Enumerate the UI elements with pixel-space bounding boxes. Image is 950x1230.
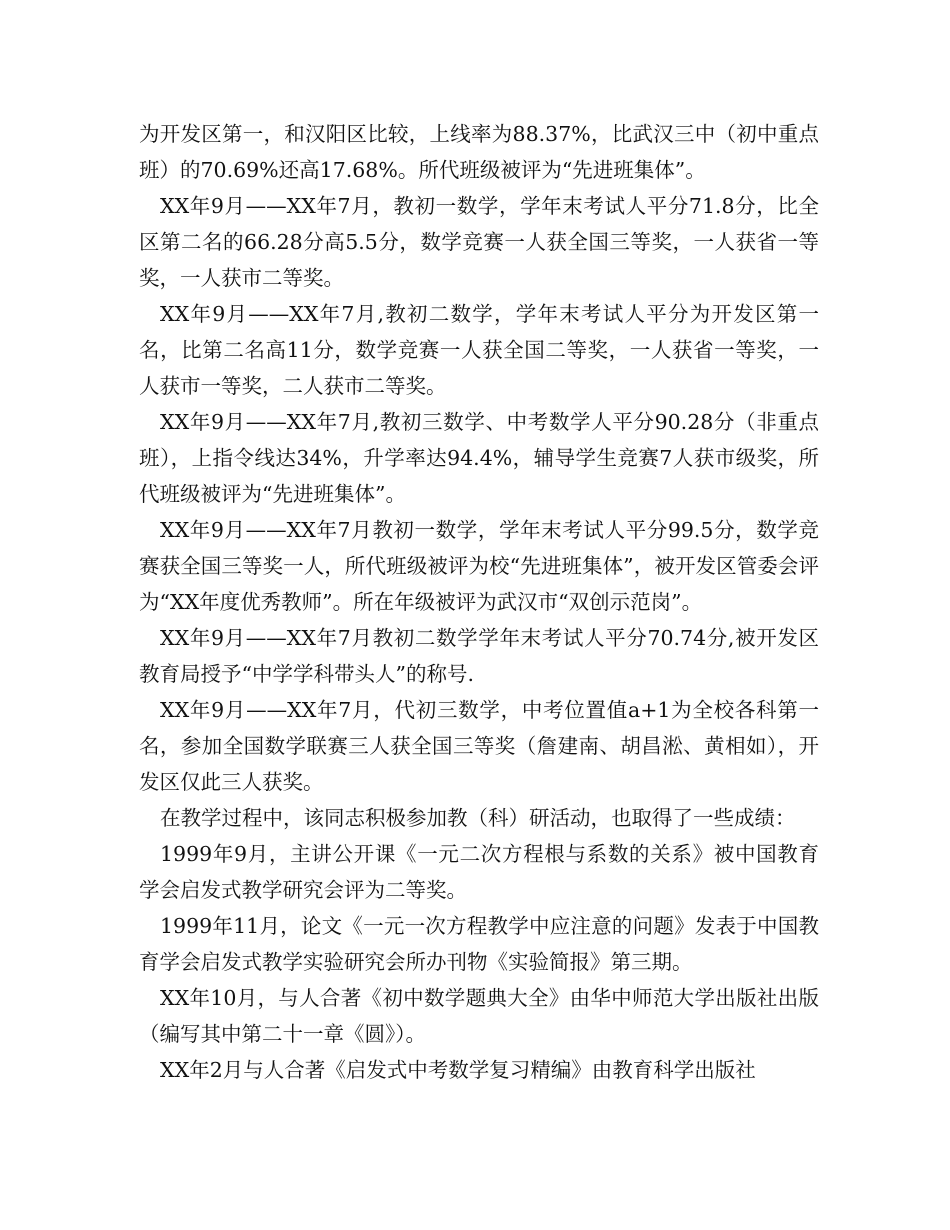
paragraph-2: XX年9月——XX年7月，教初一数学，学年末考试人平分71.8分，比全区第二名的66.28分高5.5分，数学竞赛一人获全国三等奖，一人获省一等奖，一人获市二等奖。 xyxy=(139,194,819,290)
paragraph-8: 在教学过程中，该同志积极参加教（科）研活动，也取得了一些成绩： xyxy=(160,806,796,830)
paragraph-12: XX年2月与人合著《启发式中考数学复习精编》由教育科学出版社 xyxy=(160,1058,756,1082)
paragraph-11: XX年10月，与人合著《初中数学题典大全》由华中师范大学出版社出版（编写其中第二十一章《圆》）。 xyxy=(139,986,819,1046)
paragraph-9: 1999年9月，主讲公开课《一元二次方程根与系数的关系》被中国教育学会启发式教学研究会评为二等奖。 xyxy=(139,842,819,902)
paragraph-6: XX年9月——XX年7月教初二数学学年末考试人平分70.74分,被开发区教育局授予“中学学科带头人”的称号. xyxy=(139,626,819,686)
paragraph-7: XX年9月——XX年7月，代初三数学，中考位置值a+1为全校各科第一名，参加全国数学联赛三人获全国三等奖（詹建南、胡昌淞、黄相如），开发区仅此三人获奖。 xyxy=(139,698,819,794)
paragraph-1: 为开发区第一，和汉阳区比较，上线率为88.37%，比武汉三中（初中重点班）的70.69%还高17.68%。所代班级被评为“先进班集体”。 xyxy=(139,122,819,182)
paragraph-3: XX年9月——XX年7月,教初二数学，学年末考试人平分为开发区第一名，比第二名高11分，数学竞赛一人获全国二等奖，一人获省一等奖，一人获市一等奖，二人获市二等奖。 xyxy=(139,302,819,398)
paragraph-4: XX年9月——XX年7月,教初三数学、中考数学人平分90.28分（非重点班），上指令线达34%，升学率达94.4%，辅导学生竞赛7人获市级奖，所代班级被评为“先进班集体”。 xyxy=(139,410,819,506)
paragraph-10: 1999年11月，论文《一元一次方程教学中应注意的问题》发表于中国教育学会启发式教学实验研究会所办刊物《实验简报》第三期。 xyxy=(139,914,819,974)
document-body xyxy=(139,116,819,1088)
paragraph-5: XX年9月——XX年7月教初一数学，学年末考试人平分99.5分，数学竞赛获全国三等奖一人，所代班级被评为校“先进班集体”，被开发区管委会评为“XX年度优秀教师”。所在年级被评为武汉市“双创示范岗”。 xyxy=(139,518,819,614)
